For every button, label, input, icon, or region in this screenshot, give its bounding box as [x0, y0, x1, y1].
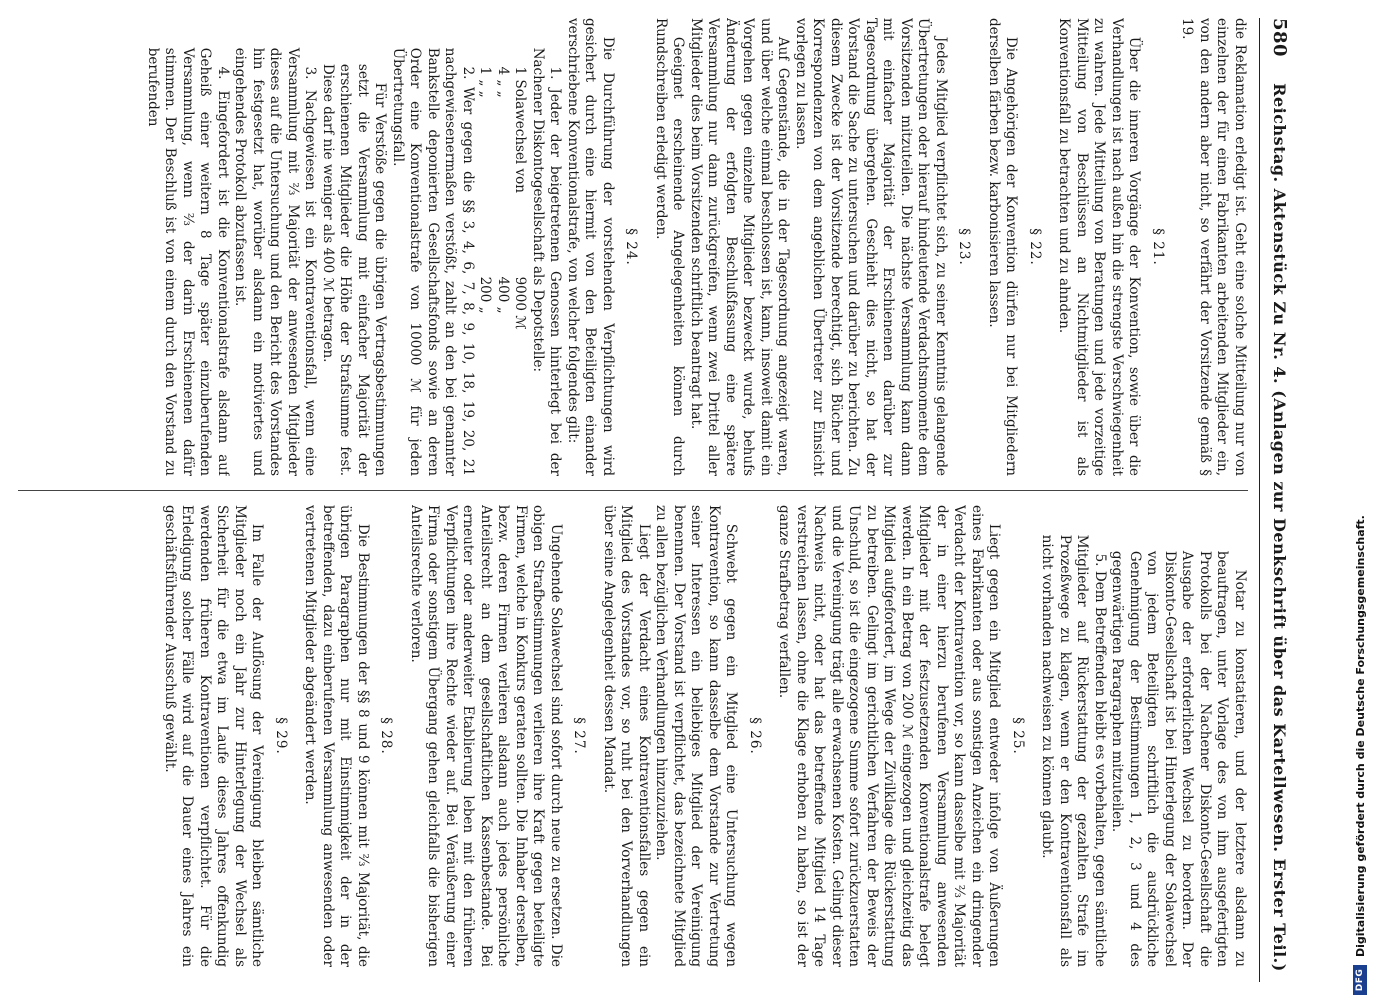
paragraph: Schwebt gegen ein Mitglied eine Untersuchung wegen Kontravention, so kann dasselbe dem Vorstande zur Vertretung seiner Interessen ein beliebiges Mitglied der Vereinigung benennen. Der Vorstand ist verpflichtet, das bezeichnete Mitglied zu allen bezüglichen Verhandlungen hinzuzuziehen.	[653, 505, 740, 967]
column-divider	[18, 490, 1248, 491]
paragraph: Jedes Mitglied verpflichtet sich, zu seiner Kenntnis gelangende Übertretungen oder hierauf hindeutende Verdachtsmomente dem Vorsitzenden mitzuteilen. Die nächste Versammlung kann dann mit einfacher Majorität der Erschienenen darüber zur Tagesordnung übergehen. Geschieht dies nicht, so hat der Vorstand die Sache zu untersuchen und darüber zu berichten. Zu diesem Zwecke ist der Vorsitzende berechtigt, sich Bücher und Korrespondenzen von dem angeblichen Übertreter zur Einsicht vorlegen zu lassen.	[793, 18, 949, 476]
dfg-logo-icon: DFG	[1353, 965, 1367, 995]
page-number: 580	[1269, 18, 1290, 58]
credit-text: Digitalisierung gefördert durch die Deutsche Forschungsgemeinschaft.	[1353, 515, 1367, 957]
section-heading: § 26.	[747, 717, 763, 755]
digitization-credit	[1349, 0, 1371, 995]
paragraph: Die Durchführung der vorstehenden Verpflichtungen wird gesichert durch eine hiermit von den Beteiligten einander verschriebene Konventionalstrafe, von welcher folgendes gilt:	[565, 18, 616, 476]
running-header	[1259, 18, 1298, 982]
fee-label: 1 Solawechsel von	[512, 66, 529, 193]
list-item: 1. Jeder der beigetretenen Genossen hinterlegt bei der Nachener Diskontogesellschaft als Depotstelle:	[530, 47, 564, 476]
fee-label: 4 „ „	[495, 66, 511, 98]
fee-row	[511, 67, 529, 476]
fee-row	[494, 67, 512, 476]
fee-label: 1 „ „	[477, 66, 494, 98]
list-item-continuation: Für Verstöße gegen die übrigen Vertragsbestimmungen setzt die Versammlung mit einfacher Majorität der erschienenen Mitglieder die Höhe der Strafsumme fest. Diese darf nie weniger als 400 ℳ betragen.	[320, 63, 389, 476]
paragraph: Auf Gegenstände, die in der Tagesordnung angezeigt waren, und über welche einmal beschlossen ist, kann, insoweit damit ein Vorgehen gegen einzelne Mitglieder bezweckt wurde, behufs Änderung der erfolgten Beschlußfassung eine spätere Versammlung nur dann zurückgreifen, wenn zwei Drittel aller Mitglieder dies beim Vorsitzenden schriftlich beantragt hat.	[688, 18, 792, 476]
fee-row	[476, 67, 494, 476]
section-heading: § 22.	[1027, 228, 1043, 266]
section-heading: § 23.	[956, 228, 973, 266]
left-column	[18, 18, 1248, 476]
list-item: 5. Dem Betreffenden bleibt es vorbehalten, gegen sämtliche Mitglieder auf Rückerstattung der gezahlten Strafe im Prozeßwege zu klagen, wenn er den Kontraventionsfall als nicht vorhanden nachweisen zu können glaubt.	[1039, 534, 1108, 967]
fee-amount: 200 „	[477, 276, 494, 314]
section-heading: § 24.	[623, 228, 640, 266]
section-heading: § 29.	[273, 717, 289, 755]
section-heading: § 21.	[1150, 228, 1166, 266]
list-item: 3. Nachgewiesen ist ein Kontraventionsfall, wenn eine Versammlung mit ²⁄₃ Majorität der anwesenden Mitglieder dieses auf die Untersuchung und den Bericht des Vorstandes hin festgesetzt hat, worüber alsdann ein motiviertes und eingehendes Protokoll abzufassen ist.	[232, 47, 319, 476]
paragraph: Geeignet erscheinende Angelegenheiten können durch Rundschreiben erledigt werden.	[653, 18, 687, 476]
paragraph: Ungehende Solawechsel sind sofort durch neue zu ersetzen. Die obigen Strafbestimmungen verlieren ihre Kraft gegen beteiligte Firmen, welche in Konkurs geraten sollten. Die Inhaber derselben, bezw. deren Firmen verlieren alsdann auch jedes persönliche Anteilsrecht an dem gesellschaftlichen Kassenbestande. Bei erneuter oder anderweiter Etablierung leben mit den früheren Verpflichtungen ihre Rechte wieder auf. Bei Veräußerung einer Firma oder sonstigem Übergang gehen gleichfalls die bisherigen Anteilsrechte verloren.	[408, 505, 564, 967]
paragraph: die Reklamation erledigt ist. Geht eine solche Mitteilung nur von einzelnen der für einen Fabrikanten arbeitenden Mitglieder ein, von den andern aber nicht, so verfährt der Vorsitzende gemäß § 19.	[1179, 18, 1248, 476]
paragraph: Die Angehörigen der Konvention dürfen nur bei Mitgliedern derselben färben bezw. karbonisieren lassen.	[986, 18, 1020, 476]
section-heading: § 27.	[571, 717, 588, 755]
fee-amount: 9000 ℳ	[512, 276, 529, 330]
paragraph: Die Bestimmungen der §§ 8 und 9 können mit ²⁄₃ Majorität, die übrigen Paragraphen nur mit Einstimmigkeit der in der betreffenden, dazu einberufenen Versammlung anwesenden oder vertretenen Mitglieder abgeändert werden.	[302, 505, 371, 967]
section-heading: § 25.	[1010, 717, 1026, 755]
paragraph: Liegt der Verdacht eines Kontraventionsfalles gegen ein Mitglied des Vorstandes vor, so ruht bei den Vorverhandlungen über seine Angelegenheit dessen Mandat.	[601, 505, 652, 967]
paragraph: Liegt gegen ein Mitglied entweder infolge von Äußerungen eines Fabrikanten oder aus sonstigen Anzeichen ein dringender Verdacht der Kontravention vor, so kann dasselbe mit ²⁄₃ Majorität der in einer hierzu berufenen Versammlung anwesenden Mitglieder mit der festzusetzenden Konventionalstrafe belegt werden. In ein Betrag von 200 ℳ eingezogen und gleichzeitig das Mitglied aufgefordert, im Wege der Zivilklage die Rückerstattung zu betreiben. Gelingt im gerichtlichen Verfahren der Beweis der Unschuld, so ist die eingezogene Summe sofort zurückzuerstatten und die Vereinigung trägt alle erwachsenen Kosten. Gelingt dieser Nachweis nicht, oder hat das betreffende Mitglied 14 Tage verstreichen lassen, ohne die Klage erhoben zu haben, so ist der ganze Strafbetrag verfallen.	[776, 505, 1003, 967]
paragraph: Über die inneren Vorgänge der Konvention, sowie über die Verhandlungen ist nach außen hin die strengste Verschwiegenheit zu wahren. Jede Mitteilung von Beratungen und jede vorzeitige Mitteilung von Beschlüssen an Nichtmitglieder ist als Konventionsfall zu betrachten und zu ahnden.	[1056, 18, 1143, 476]
list-item: 2. Wer gegen die §§ 3, 4, 6, 7, 8, 9, 10, 18, 19, 20, 21 nachgewiesenermaßen verstößt, zahlt an den bei genannter Bankstelle deponierten Gesellschaftsfonds sowie an deren Order eine Konventionalstrafe von 10000 ℳ für jeden Übertretungsfall.	[390, 47, 476, 476]
header-title: Reichstag. Aktenstück Zu Nr. 4. (Anlagen zur Denkschrift über das Kartellwesen. Erster Teil.)	[1270, 83, 1289, 972]
right-column	[18, 505, 1248, 967]
fee-amount: 400 „	[495, 276, 511, 314]
section-heading: § 28.	[378, 717, 395, 755]
list-item: 4. Eingefordert ist die Konventionalstrafe alsdann auf Geheiß einer weitern 8 Tage später einzuberufenden Versammlung, wenn ²⁄₃ der darin Erschienenen dafür stimmen. Der Beschluß ist von einem durch den Vorstand zu berufenden	[145, 47, 231, 476]
paragraph: Im Falle der Auflösung der Vereinigung bleiben sämtliche Mitglieder noch ein Jahr zur Hinterlegung der Wechsel als Sicherheit für die etwa im Laufe dieses Jahres offenkundig werdenden früheren Kontraventionen verpflichtet. Für die Erledigung solcher Fälle wird auf die Dauer eines Jahres ein geschäftsführender Ausschuß gewählt.	[162, 505, 266, 967]
list-item-continuation: Notar zu konstatieren, und der letztere alsdann zu beauftragen, unter Vorlage des von ihm ausgefertigten Protokolls bei der Nachener Diskonto-Gesellschaft die Ausgabe der erforderlichen Wechsel zu beordern. Der Diskonto-Gesellschaft ist bei Hinterlegung der Solawechsel von jedem Beteiligten schriftlich die ausdrückliche Genehmigung der Bestimmungen 1, 2, 3 und 4 des gegenwärtigen Paragraphen mitzuteilen.	[1109, 550, 1248, 967]
